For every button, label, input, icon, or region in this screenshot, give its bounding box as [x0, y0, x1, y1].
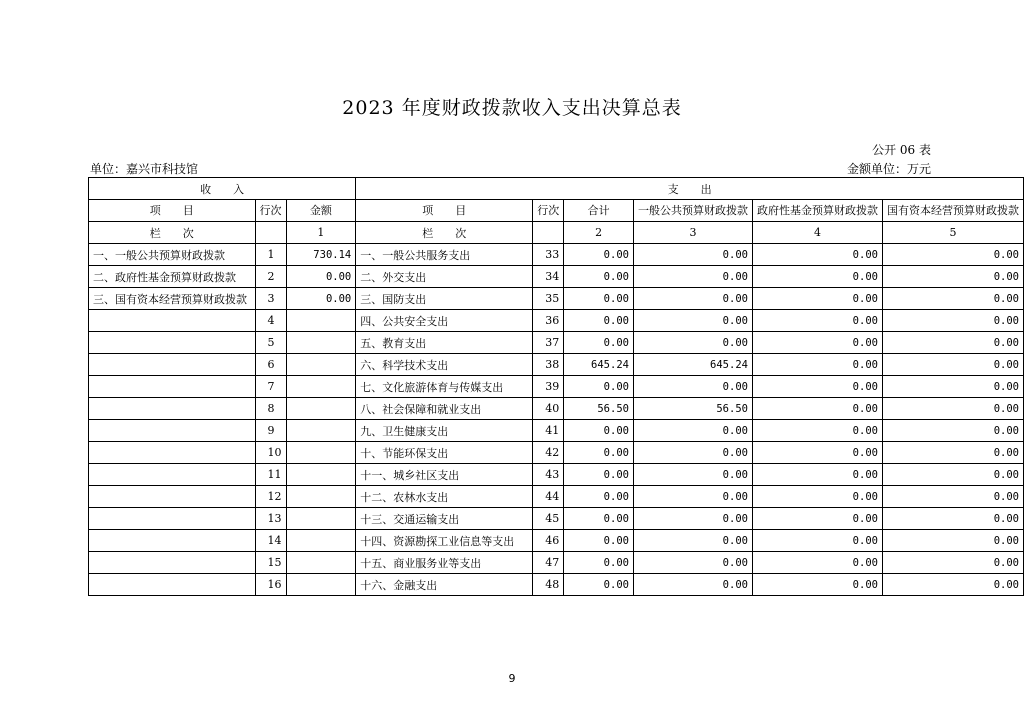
income-amount — [286, 442, 356, 464]
income-row-no: 10 — [255, 442, 286, 464]
income-item — [89, 552, 256, 574]
total-amount: 0.00 — [564, 420, 634, 442]
income-item — [89, 332, 256, 354]
table-row — [89, 442, 1024, 464]
gov-fund-amount: 0.00 — [752, 530, 882, 552]
income-amount — [286, 486, 356, 508]
income-item — [89, 310, 256, 332]
gov-fund-header: 政府性基金预算财政拨款 — [752, 200, 882, 222]
general-budget-amount: 0.00 — [633, 530, 752, 552]
general-budget-amount: 0.00 — [633, 442, 752, 464]
income-row-no: 11 — [255, 464, 286, 486]
income-row-no: 12 — [255, 486, 286, 508]
budget-table — [88, 177, 1024, 596]
state-capital-amount: 0.00 — [882, 420, 1023, 442]
total-amount: 0.00 — [564, 464, 634, 486]
income-item — [89, 376, 256, 398]
income-amount — [286, 574, 356, 596]
page-number: 9 — [508, 672, 516, 685]
gov-fund-amount: 0.00 — [752, 552, 882, 574]
general-budget-amount: 0.00 — [633, 266, 752, 288]
total-amount: 0.00 — [564, 442, 634, 464]
expense-item: 十四、资源勘探工业信息等支出 — [356, 530, 533, 552]
income-row-no: 2 — [255, 266, 286, 288]
income-item: 三、国有资本经营预算财政拨款 — [89, 288, 256, 310]
expense-row-no: 38 — [533, 354, 564, 376]
state-capital-amount: 0.00 — [882, 288, 1023, 310]
state-capital-amount: 0.00 — [882, 354, 1023, 376]
expense-row-no: 34 — [533, 266, 564, 288]
col-3: 3 — [633, 222, 752, 244]
expense-item: 二、外交支出 — [356, 266, 533, 288]
income-item — [89, 508, 256, 530]
table-row — [89, 376, 1024, 398]
income-row-no: 9 — [255, 420, 286, 442]
income-item — [89, 574, 256, 596]
expense-header: 支 出 — [356, 178, 1024, 200]
general-budget-amount: 0.00 — [633, 310, 752, 332]
total-amount: 645.24 — [564, 354, 634, 376]
expense-col-label: 栏 次 — [356, 222, 533, 244]
income-item-header: 项 目 — [89, 200, 256, 222]
income-amount — [286, 332, 356, 354]
state-capital-amount: 0.00 — [882, 332, 1023, 354]
expense-item: 十二、农林水支出 — [356, 486, 533, 508]
income-item — [89, 530, 256, 552]
income-row-no: 7 — [255, 376, 286, 398]
income-row-no: 1 — [255, 244, 286, 266]
income-amount: 0.00 — [286, 266, 356, 288]
gov-fund-amount: 0.00 — [752, 574, 882, 596]
total-amount: 0.00 — [564, 266, 634, 288]
state-capital-header: 国有资本经营预算财政拨款 — [882, 200, 1023, 222]
table-row — [89, 354, 1024, 376]
income-rowno-header: 行次 — [255, 200, 286, 222]
income-row-no: 13 — [255, 508, 286, 530]
income-item — [89, 442, 256, 464]
expense-item: 十六、金融支出 — [356, 574, 533, 596]
total-amount: 0.00 — [564, 244, 634, 266]
unit-name: 单位：嘉兴市科技馆 — [90, 162, 199, 176]
amount-unit: 金额单位：万元 — [846, 162, 931, 176]
expense-row-no: 41 — [533, 420, 564, 442]
expense-item: 五、教育支出 — [356, 332, 533, 354]
table-row — [89, 574, 1024, 596]
state-capital-amount: 0.00 — [882, 398, 1023, 420]
income-row-no: 6 — [255, 354, 286, 376]
table-row — [89, 552, 1024, 574]
general-budget-amount: 0.00 — [633, 552, 752, 574]
table-row — [89, 530, 1024, 552]
general-budget-amount: 0.00 — [633, 508, 752, 530]
table-row — [89, 266, 1024, 288]
expense-row-no: 44 — [533, 486, 564, 508]
income-item: 二、政府性基金预算财政拨款 — [89, 266, 256, 288]
income-amount — [286, 552, 356, 574]
income-item — [89, 464, 256, 486]
general-budget-amount: 0.00 — [633, 332, 752, 354]
gov-fund-amount: 0.00 — [752, 464, 882, 486]
expense-row-no: 45 — [533, 508, 564, 530]
income-amount — [286, 354, 356, 376]
gov-fund-amount: 0.00 — [752, 244, 882, 266]
table-row — [89, 464, 1024, 486]
general-budget-amount: 0.00 — [633, 464, 752, 486]
state-capital-amount: 0.00 — [882, 376, 1023, 398]
expense-row-no: 48 — [533, 574, 564, 596]
income-amount: 730.14 — [286, 244, 356, 266]
total-amount: 0.00 — [564, 310, 634, 332]
expense-item: 六、科学技术支出 — [356, 354, 533, 376]
general-budget-header: 一般公共预算财政拨款 — [633, 200, 752, 222]
gov-fund-amount: 0.00 — [752, 266, 882, 288]
income-amount — [286, 310, 356, 332]
income-row-no: 16 — [255, 574, 286, 596]
income-row-no: 5 — [255, 332, 286, 354]
expense-item: 十一、城乡社区支出 — [356, 464, 533, 486]
expense-item-header: 项 目 — [356, 200, 533, 222]
income-col-label: 栏 次 — [89, 222, 256, 244]
expense-row-no: 47 — [533, 552, 564, 574]
page-title: 2023 年度财政拨款收入支出决算总表 — [342, 97, 682, 119]
general-budget-amount: 645.24 — [633, 354, 752, 376]
empty-cell — [255, 222, 286, 244]
income-item — [89, 398, 256, 420]
col-4: 4 — [752, 222, 882, 244]
income-item — [89, 486, 256, 508]
gov-fund-amount: 0.00 — [752, 376, 882, 398]
general-budget-amount: 0.00 — [633, 288, 752, 310]
general-budget-amount: 0.00 — [633, 420, 752, 442]
empty-cell — [533, 222, 564, 244]
state-capital-amount: 0.00 — [882, 266, 1023, 288]
form-number: 公开 06 表 — [872, 143, 931, 157]
income-item: 一、一般公共预算财政拨款 — [89, 244, 256, 266]
general-budget-amount: 0.00 — [633, 244, 752, 266]
expense-item: 三、国防支出 — [356, 288, 533, 310]
total-amount: 56.50 — [564, 398, 634, 420]
gov-fund-amount: 0.00 — [752, 310, 882, 332]
income-amount — [286, 420, 356, 442]
expense-row-no: 46 — [533, 530, 564, 552]
table-row — [89, 486, 1024, 508]
expense-item: 十五、商业服务业等支出 — [356, 552, 533, 574]
table-row — [89, 398, 1024, 420]
expense-row-no: 40 — [533, 398, 564, 420]
table-row — [89, 310, 1024, 332]
income-row-no: 14 — [255, 530, 286, 552]
income-row-no: 4 — [255, 310, 286, 332]
header-row-2 — [89, 200, 1024, 222]
state-capital-amount: 0.00 — [882, 552, 1023, 574]
state-capital-amount: 0.00 — [882, 464, 1023, 486]
expense-row-no: 36 — [533, 310, 564, 332]
col-5: 5 — [882, 222, 1023, 244]
state-capital-amount: 0.00 — [882, 442, 1023, 464]
income-amount-header: 金额 — [286, 200, 356, 222]
general-budget-amount: 56.50 — [633, 398, 752, 420]
income-amount — [286, 508, 356, 530]
col-2: 2 — [564, 222, 634, 244]
expense-item: 八、社会保障和就业支出 — [356, 398, 533, 420]
expense-item: 七、文化旅游体育与传媒支出 — [356, 376, 533, 398]
gov-fund-amount: 0.00 — [752, 354, 882, 376]
state-capital-amount: 0.00 — [882, 530, 1023, 552]
income-row-no: 3 — [255, 288, 286, 310]
total-header: 合计 — [564, 200, 634, 222]
expense-item: 十三、交通运输支出 — [356, 508, 533, 530]
table-row — [89, 288, 1024, 310]
income-item — [89, 420, 256, 442]
table-row — [89, 420, 1024, 442]
state-capital-amount: 0.00 — [882, 244, 1023, 266]
total-amount: 0.00 — [564, 530, 634, 552]
income-header: 收 入 — [89, 178, 356, 200]
income-amount — [286, 398, 356, 420]
total-amount: 0.00 — [564, 508, 634, 530]
expense-item: 十、节能环保支出 — [356, 442, 533, 464]
income-amount: 0.00 — [286, 288, 356, 310]
general-budget-amount: 0.00 — [633, 574, 752, 596]
expense-row-no: 42 — [533, 442, 564, 464]
income-amount — [286, 530, 356, 552]
income-item — [89, 354, 256, 376]
income-amount — [286, 376, 356, 398]
gov-fund-amount: 0.00 — [752, 420, 882, 442]
total-amount: 0.00 — [564, 552, 634, 574]
gov-fund-amount: 0.00 — [752, 442, 882, 464]
total-amount: 0.00 — [564, 332, 634, 354]
column-index-row — [89, 222, 1024, 244]
header-row-1 — [89, 178, 1024, 200]
state-capital-amount: 0.00 — [882, 508, 1023, 530]
col-1: 1 — [286, 222, 356, 244]
expense-item: 九、卫生健康支出 — [356, 420, 533, 442]
gov-fund-amount: 0.00 — [752, 508, 882, 530]
expense-row-no: 33 — [533, 244, 564, 266]
state-capital-amount: 0.00 — [882, 310, 1023, 332]
expense-row-no: 37 — [533, 332, 564, 354]
total-amount: 0.00 — [564, 376, 634, 398]
table-row — [89, 332, 1024, 354]
gov-fund-amount: 0.00 — [752, 332, 882, 354]
table-row — [89, 508, 1024, 530]
gov-fund-amount: 0.00 — [752, 288, 882, 310]
income-row-no: 15 — [255, 552, 286, 574]
state-capital-amount: 0.00 — [882, 486, 1023, 508]
total-amount: 0.00 — [564, 288, 634, 310]
expense-row-no: 43 — [533, 464, 564, 486]
table-row — [89, 244, 1024, 266]
gov-fund-amount: 0.00 — [752, 486, 882, 508]
expense-row-no: 39 — [533, 376, 564, 398]
total-amount: 0.00 — [564, 574, 634, 596]
expense-row-no: 35 — [533, 288, 564, 310]
expense-item: 一、一般公共服务支出 — [356, 244, 533, 266]
total-amount: 0.00 — [564, 486, 634, 508]
income-amount — [286, 464, 356, 486]
general-budget-amount: 0.00 — [633, 376, 752, 398]
gov-fund-amount: 0.00 — [752, 398, 882, 420]
state-capital-amount: 0.00 — [882, 574, 1023, 596]
expense-item: 四、公共安全支出 — [356, 310, 533, 332]
income-row-no: 8 — [255, 398, 286, 420]
general-budget-amount: 0.00 — [633, 486, 752, 508]
expense-rowno-header: 行次 — [533, 200, 564, 222]
